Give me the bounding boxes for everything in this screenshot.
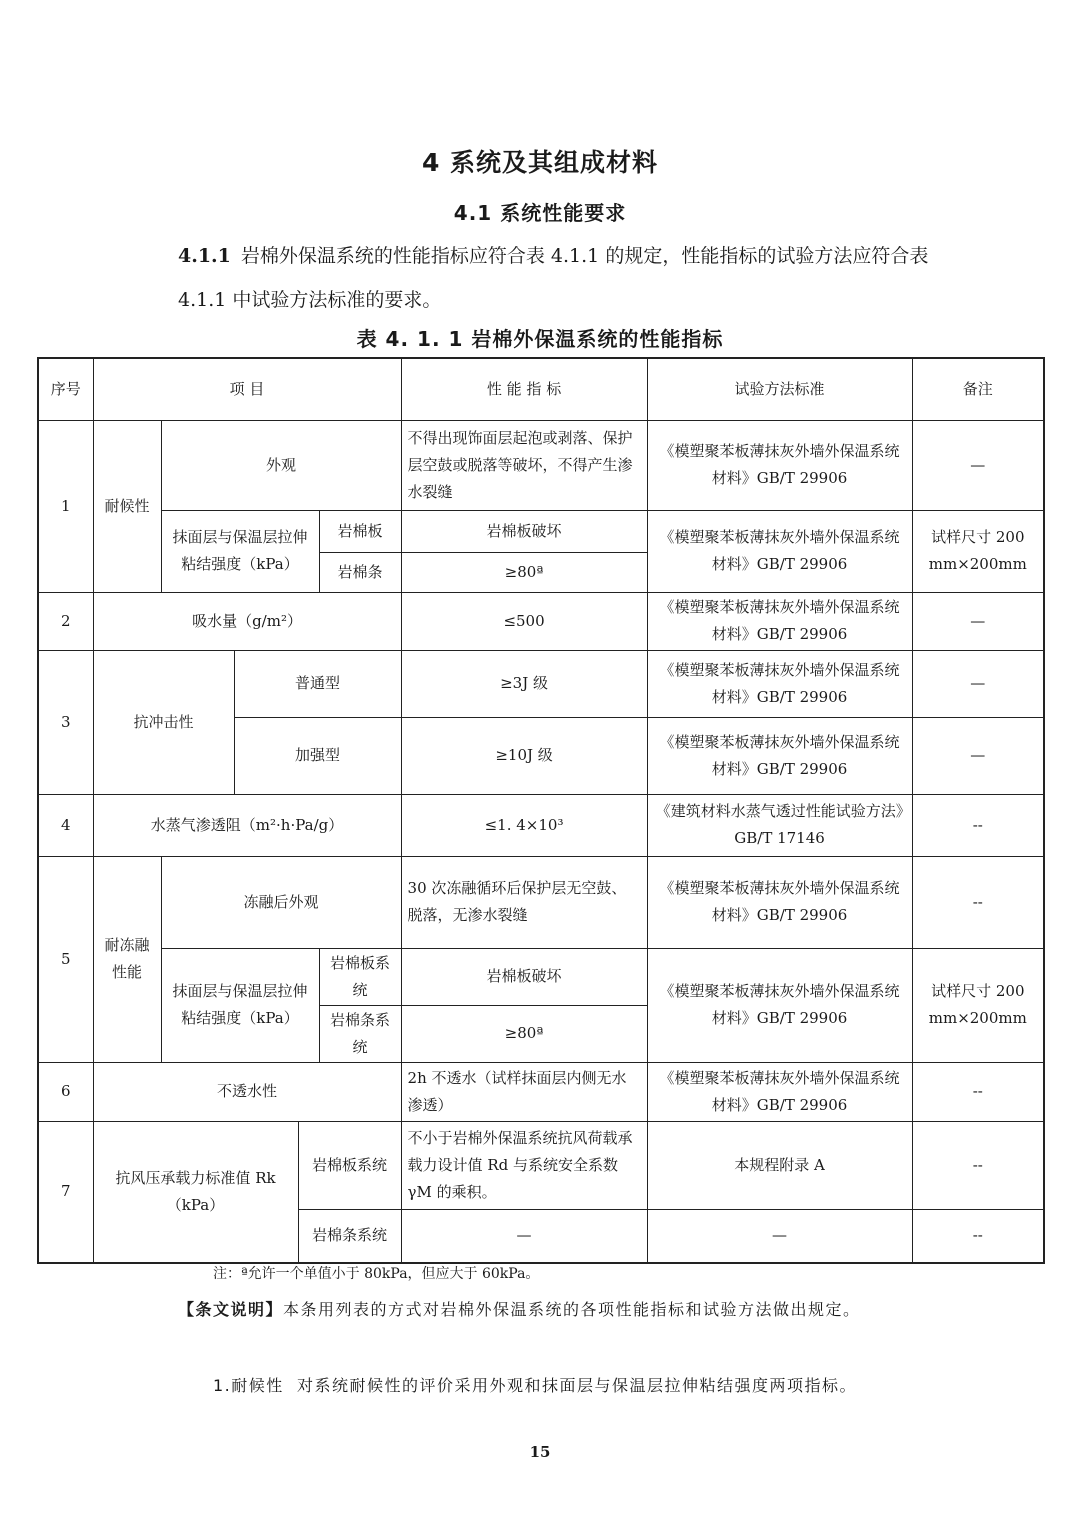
- row6-method: 《模塑聚苯板薄抹灰外墙外保温系统材料》GB/T 29906: [647, 1062, 912, 1121]
- row6-indicator: 2h 不透水（试样抹面层内侧无水渗透）: [401, 1062, 647, 1121]
- row1-strip: 岩棉条: [319, 552, 401, 592]
- table-note: 注：ª允许一个单值小于 80kPa，但应大于 60kPa。: [213, 1266, 540, 1282]
- row3-normal-remark: —: [912, 650, 1044, 717]
- row3-normal: 普通型: [234, 650, 401, 717]
- row1-appearance-indicator: 不得出现饰面层起泡或剥落、保护层空鼓或脱落等破坏，不得产生渗水裂缝: [401, 420, 647, 510]
- row1-bond: 抹面层与保温层拉伸粘结强度（kPa）: [161, 510, 319, 592]
- row5-strip-indicator: ≥80ª: [401, 1005, 647, 1062]
- table-row: [38, 420, 1044, 510]
- explanation-item-1-label: 1.耐候性: [213, 1376, 284, 1395]
- header-item: 项 目: [93, 358, 401, 420]
- row5-strip: 岩棉条系统: [319, 1005, 401, 1062]
- row5-board: 岩棉板系统: [319, 948, 401, 1005]
- row3-item: 抗冲击性: [93, 650, 234, 794]
- table-row: [38, 856, 1044, 948]
- clause-paragraph: [178, 234, 938, 322]
- row7-board-remark: --: [912, 1121, 1044, 1209]
- row5-seq: 5: [38, 856, 93, 1062]
- row1-board-indicator: 岩棉板破坏: [401, 510, 647, 552]
- table-row: [38, 948, 1044, 1005]
- row4-indicator: ≤1. 4×10³: [401, 794, 647, 856]
- row3-reinforced-indicator: ≥10J 级: [401, 717, 647, 794]
- row7-strip: 岩棉条系统: [298, 1209, 401, 1263]
- row6-item: 不透水性: [93, 1062, 401, 1121]
- table-header-row: [38, 358, 1044, 420]
- header-indicator: 性 能 指 标: [401, 358, 647, 420]
- row1-strip-indicator: ≥80ª: [401, 552, 647, 592]
- row7-board: 岩棉板系统: [298, 1121, 401, 1209]
- row7-seq: 7: [38, 1121, 93, 1263]
- table-row: [38, 794, 1044, 856]
- row4-item: 水蒸气渗透阻（m²·h·Pa/g）: [93, 794, 401, 856]
- row1-bond-method: 《模塑聚苯板薄抹灰外墙外保温系统材料》GB/T 29906: [647, 510, 912, 592]
- row3-reinforced-remark: —: [912, 717, 1044, 794]
- row2-indicator: ≤500: [401, 592, 647, 650]
- row4-seq: 4: [38, 794, 93, 856]
- explanation-text: 本条用列表的方式对岩棉外保温系统的各项性能指标和试验方法做出规定。: [283, 1300, 861, 1319]
- row1-appearance-remark: —: [912, 420, 1044, 510]
- row6-seq: 6: [38, 1062, 93, 1121]
- row7-strip-indicator: —: [401, 1209, 647, 1263]
- chapter-title: 4 系统及其组成材料: [421, 148, 659, 177]
- row1-board: 岩棉板: [319, 510, 401, 552]
- row5-group: 耐冻融性能: [93, 856, 161, 1062]
- header-method: 试验方法标准: [647, 358, 912, 420]
- row4-remark: --: [912, 794, 1044, 856]
- table-row: [38, 1062, 1044, 1121]
- row5-appearance-remark: --: [912, 856, 1044, 948]
- row5-bond-remark: 试样尺寸 200 mm×200mm: [912, 948, 1044, 1062]
- row5-appearance: 冻融后外观: [161, 856, 401, 948]
- performance-table: [37, 357, 1045, 1264]
- row7-strip-method: —: [647, 1209, 912, 1263]
- row5-bond: 抹面层与保温层拉伸粘结强度（kPa）: [161, 948, 319, 1062]
- explanation-item-1: [213, 1368, 973, 1404]
- explanation-label: 【条文说明】: [178, 1300, 284, 1319]
- clause-explanation: [178, 1292, 938, 1328]
- row5-bond-method: 《模塑聚苯板薄抹灰外墙外保温系统材料》GB/T 29906: [647, 948, 912, 1062]
- explanation-item-1-text: 对系统耐候性的评价采用外观和抹面层与保温层拉伸粘结强度两项指标。: [296, 1376, 857, 1395]
- row2-item: 吸水量（g/m²）: [93, 592, 401, 650]
- row7-item: 抗风压承载力标准值 Rk（kPa）: [93, 1121, 298, 1263]
- clause-number: 4.1.1: [178, 245, 231, 267]
- row3-normal-indicator: ≥3J 级: [401, 650, 647, 717]
- clause-text: 岩棉外保温系统的性能指标应符合表 4.1.1 的规定，性能指标的试验方法应符合表 4.1.1 中试验方法标准的要求。: [178, 245, 929, 311]
- row5-appearance-indicator: 30 次冻融循环后保护层无空鼓、脱落，无渗水裂缝: [401, 856, 647, 948]
- row3-reinforced-method: 《模塑聚苯板薄抹灰外墙外保温系统材料》GB/T 29906: [647, 717, 912, 794]
- table-row: [38, 510, 1044, 552]
- table-caption: 表 4. 1. 1 岩棉外保温系统的性能指标: [356, 327, 724, 351]
- table-row: [38, 650, 1044, 717]
- row2-remark: —: [912, 592, 1044, 650]
- header-remark: 备注: [912, 358, 1044, 420]
- row1-seq: 1: [38, 420, 93, 592]
- row2-seq: 2: [38, 592, 93, 650]
- row5-board-indicator: 岩棉板破坏: [401, 948, 647, 1005]
- row1-bond-remark: 试样尺寸 200 mm×200mm: [912, 510, 1044, 592]
- row1-appearance-method: 《模塑聚苯板薄抹灰外墙外保温系统材料》GB/T 29906: [647, 420, 912, 510]
- table-row: [38, 1121, 1044, 1209]
- table-row: [38, 592, 1044, 650]
- row7-board-method: 本规程附录 A: [647, 1121, 912, 1209]
- row3-normal-method: 《模塑聚苯板薄抹灰外墙外保温系统材料》GB/T 29906: [647, 650, 912, 717]
- row3-seq: 3: [38, 650, 93, 794]
- page-number: 15: [529, 1443, 551, 1461]
- row1-appearance: 外观: [161, 420, 401, 510]
- section-title: 4.1 系统性能要求: [453, 201, 627, 225]
- row4-method: 《建筑材料水蒸气透过性能试验方法》GB/T 17146: [647, 794, 912, 856]
- row6-remark: --: [912, 1062, 1044, 1121]
- row7-board-indicator: 不小于岩棉外保温系统抗风荷载承载力设计值 Rd 与系统安全系数 γM 的乘积。: [401, 1121, 647, 1209]
- row2-method: 《模塑聚苯板薄抹灰外墙外保温系统材料》GB/T 29906: [647, 592, 912, 650]
- header-seq: 序号: [38, 358, 93, 420]
- row1-group: 耐候性: [93, 420, 161, 592]
- row3-reinforced: 加强型: [234, 717, 401, 794]
- row5-appearance-method: 《模塑聚苯板薄抹灰外墙外保温系统材料》GB/T 29906: [647, 856, 912, 948]
- row7-strip-remark: --: [912, 1209, 1044, 1263]
